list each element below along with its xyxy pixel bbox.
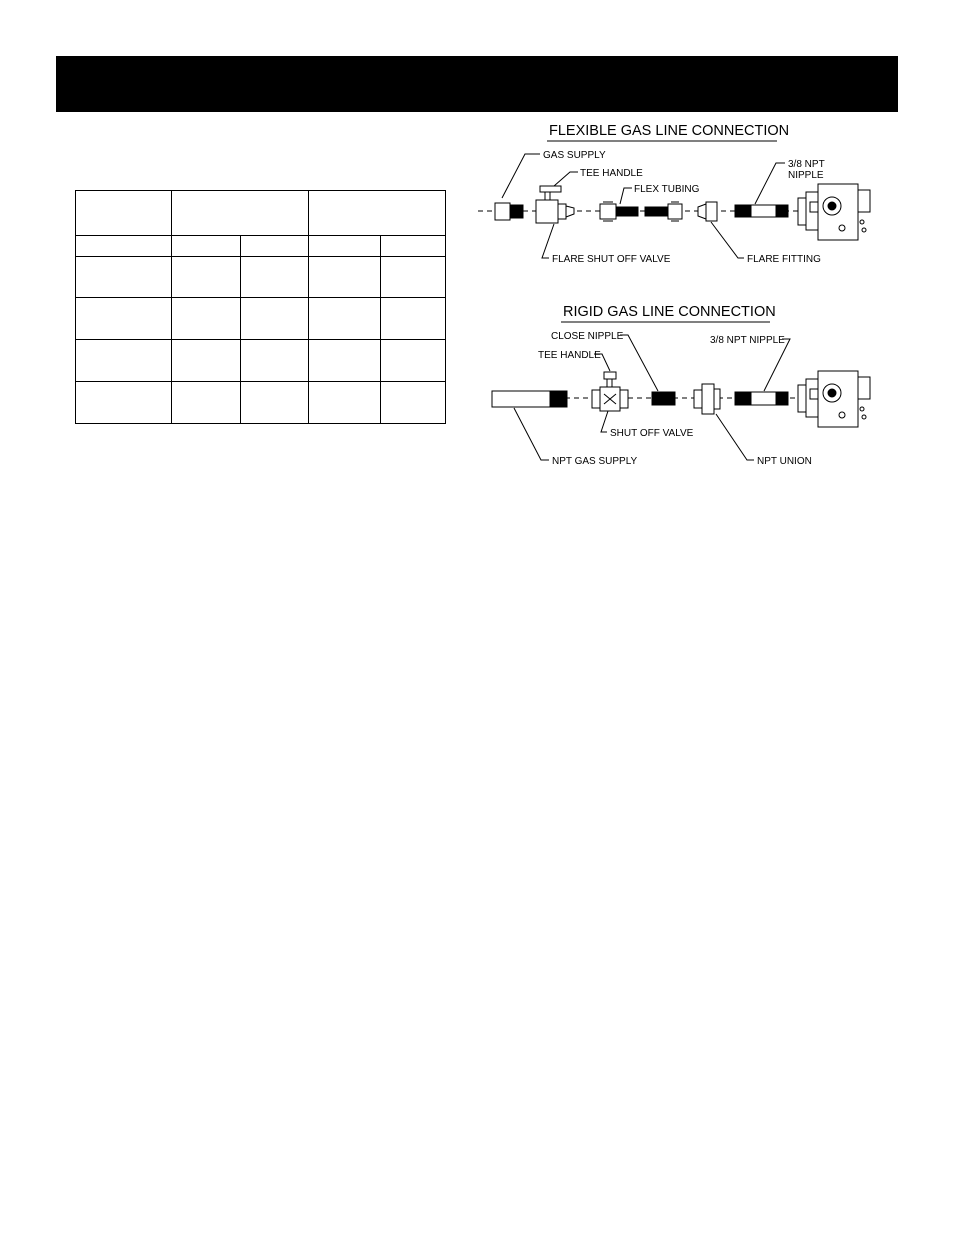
label-flare-shutoff-valve: FLARE SHUT OFF VALVE (552, 254, 671, 265)
table-cell (172, 236, 241, 257)
flexible-diagram-title: FLEXIBLE GAS LINE CONNECTION (549, 123, 790, 139)
label-npt-union: NPT UNION (757, 456, 812, 467)
table-cell (241, 382, 309, 424)
flex-gas-valve-body-icon (798, 184, 870, 240)
table-cell (76, 191, 172, 236)
table-cell (76, 340, 172, 382)
table-cell (76, 298, 172, 340)
table-row (76, 382, 446, 424)
pipe-sizing-table (75, 190, 446, 424)
table-cell (381, 382, 446, 424)
table-cell (381, 257, 446, 298)
table-cell (309, 236, 381, 257)
label-npt-gas-supply: NPT GAS SUPPLY (552, 456, 638, 467)
leader-flex-nipple (755, 163, 785, 204)
section-header-bar (56, 56, 898, 112)
leader-npt-union (716, 414, 754, 460)
flex-npt-nipple (735, 205, 788, 217)
label-nipple-line2: NIPPLE (788, 170, 824, 181)
npt-gas-supply-pipe (492, 391, 567, 407)
table-cell (76, 257, 172, 298)
table-row (76, 236, 446, 257)
leader-flex-tubing (620, 188, 632, 204)
flex-tee-handle-icon (540, 186, 561, 192)
rigid-diagram-title: RIGID GAS LINE CONNECTION (563, 304, 776, 320)
table-cell (309, 382, 381, 424)
table-cell (241, 298, 309, 340)
table-cell (241, 236, 309, 257)
label-rigid-tee-handle: TEE HANDLE (538, 350, 601, 361)
table-cell (241, 257, 309, 298)
leader-npt-gas-supply (514, 408, 549, 460)
leader-flare-fitting (711, 222, 744, 258)
table-row (76, 191, 446, 236)
flare-shutoff-valve (536, 186, 574, 223)
close-nipple (652, 392, 675, 405)
table-cell (172, 257, 241, 298)
rigid-tee-handle-icon (604, 372, 616, 379)
leader-flex-tee-handle (554, 172, 578, 186)
table-cell (309, 340, 381, 382)
rigid-gas-valve-body-icon (798, 371, 870, 427)
leader-rigid-npt-nipple (764, 339, 790, 391)
label-flex-tubing: FLEX TUBING (634, 184, 700, 195)
label-flare-fitting: FLARE FITTING (747, 254, 821, 265)
label-close-nipple: CLOSE NIPPLE (551, 331, 624, 342)
table-row (76, 340, 446, 382)
flare-fitting (698, 202, 717, 221)
table-cell (381, 236, 446, 257)
rigid-npt-nipple (735, 392, 788, 405)
label-nipple-line1: 3/8 NPT (788, 159, 825, 170)
table-cell (309, 298, 381, 340)
table-cell (172, 191, 309, 236)
leader-gas-supply (502, 154, 540, 198)
table-cell (381, 340, 446, 382)
table-cell (76, 382, 172, 424)
table-cell (309, 191, 446, 236)
table-cell (172, 340, 241, 382)
label-flex-tee-handle: TEE HANDLE (580, 168, 643, 179)
npt-union (694, 384, 720, 414)
shutoff-valve (592, 372, 628, 411)
table-cell (76, 236, 172, 257)
table-row (76, 298, 446, 340)
leader-shutoff-valve (601, 411, 608, 432)
gas-line-connection-diagrams (470, 112, 890, 482)
table-cell (172, 382, 241, 424)
table-cell (309, 257, 381, 298)
table-cell (381, 298, 446, 340)
label-shutoff-valve: SHUT OFF VALVE (610, 428, 694, 439)
table-row (76, 257, 446, 298)
label-rigid-npt-nipple: 3/8 NPT NIPPLE (710, 335, 785, 346)
label-gas-supply: GAS SUPPLY (543, 150, 606, 161)
flex-gas-supply-pipe (495, 203, 523, 220)
table-cell (241, 340, 309, 382)
leader-close-nipple (620, 335, 658, 391)
table-cell (172, 298, 241, 340)
leader-flare-shutoff-valve (542, 224, 554, 258)
